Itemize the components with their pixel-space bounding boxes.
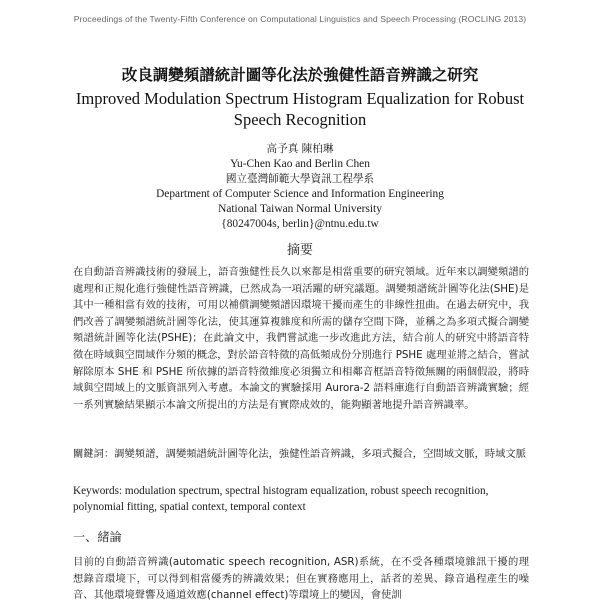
author-names-chinese: 高予真 陳柏琳 [266,143,334,155]
affiliation-chinese: 國立臺灣師範大學資訊工程學系 [225,173,375,186]
title-english: Improved Modulation Spectrum Histogram Equalization for Robust Speech Recognition [75,89,525,129]
author-names-english: Yu-Chen Kao and Berlin Chen [230,158,370,171]
keywords-chinese: 關鍵詞：調變頻譜，調變頻譜統計圖等化法，強健性語音辨識，多項式擬合，空間域文脈，時域文脈 [73,448,527,460]
abstract-paragraph: 在自動語音辨識技術的發展上，語音強健性長久以來都是相當重要的研究領域。近年來以調變頻譜的處理和正規化進行強健性語音辨識，已然成為一項活躍的研究議題。調變頻譜統計圖等化法(SHE)是其中一種相當有效的技術，可用以補償調變頻譜因環境干擾而產生的非線性扭曲。在過去研究中，我們改善了調變頻譜統計圖等化法，使其運算複雜度和所需的儲存空間下降，並稱之為多項式擬合調變頻譜統計圖等化法(PSHE)；在此論文中，我們嘗試進一步改進此方法，結合前人的研究中將語音特徵在時域與空間域作分頻的概念，對於語音特徵的高低頻成份分別進行 PSHE 處理並將之結合，嘗試解除原本 SHE 和 PSHE 所依據的語音特徵維度必須獨立和相鄰音框語音特徵無關的兩個假設，將時域與空間域上的文脈資訊列入考慮。本論文的實驗採用 Aurora-2 語料庫進行自動語音辨識實驗；經一系列實驗結果顯示本論文所提出的方法是有實際成效的，能夠顯著地提升語音辨識率。 [73,266,529,411]
author-block [0,142,600,233]
keywords-english: Keywords: modulation spectrum, spectral histogram equalization, robust speech recognition, polynomial fitting, spatial context, temporal context [73,485,489,513]
title-chinese: 改良調變頻譜統計圖等化法於強健性語音辨識之研究 [121,66,479,84]
author-email: {80247004s, berlin}@ntnu.edu.tw [221,218,379,231]
abstract-heading: 摘要 [286,243,313,258]
abstract-body [73,264,529,413]
section-heading-introduction: 一、緒論 [73,530,122,544]
introduction-body: 目前的自動語音辨識(automatic speech recognition, ASR)系統，在不受各種環境雜訊干擾的理想錄音環境下，可以得到相當優秀的辨識效果；但在實務應用上，話者的差異、錄音過程產生的噪音、其他環境聲響及通道效應(channel effect)等環境上的變因，會使訓 [73,556,529,602]
department-english: Department of Computer Science and Information Engineering [156,188,444,201]
university-english: National Taiwan Normal University [218,203,382,216]
running-head: Proceedings of the Twenty-Fifth Conference on Computational Linguistics and Speech Processing (ROCLING 2013) [73,14,527,24]
